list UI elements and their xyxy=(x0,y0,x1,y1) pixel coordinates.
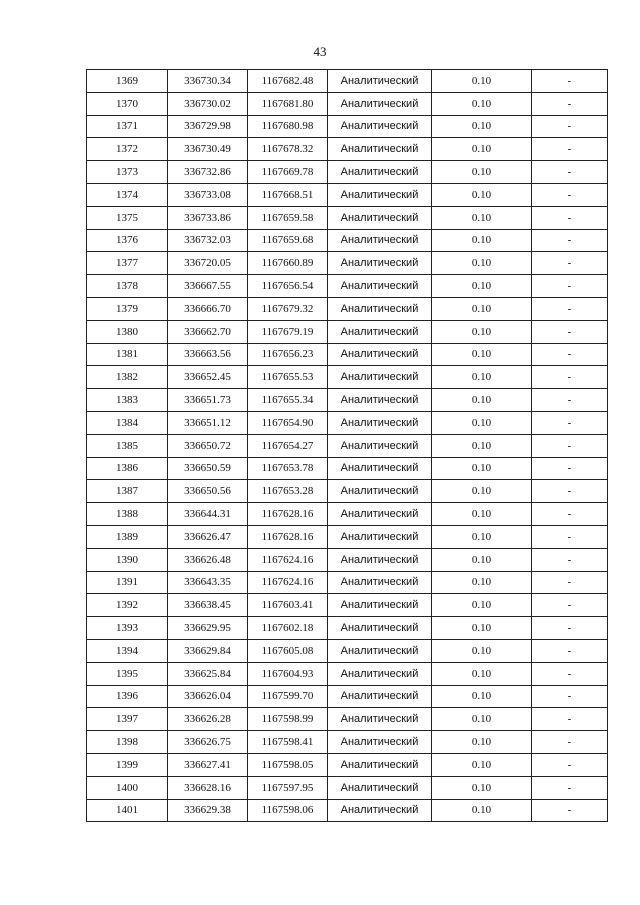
x-coordinate-cell: 336638.45 xyxy=(168,594,248,617)
table-row xyxy=(87,434,608,457)
y-coordinate-cell: 1167599.70 xyxy=(248,685,328,708)
coordinates-table xyxy=(86,69,608,822)
y-coordinate-cell: 1167669.78 xyxy=(248,161,328,184)
note-cell: - xyxy=(532,389,608,412)
x-coordinate-cell: 336730.02 xyxy=(168,92,248,115)
point-number-cell: 1398 xyxy=(87,731,168,754)
note-cell: - xyxy=(532,731,608,754)
x-coordinate-cell: 336650.56 xyxy=(168,480,248,503)
method-cell: Аналитический xyxy=(328,92,432,115)
y-coordinate-cell: 1167681.80 xyxy=(248,92,328,115)
table-row xyxy=(87,594,608,617)
method-cell: Аналитический xyxy=(328,617,432,640)
note-cell: - xyxy=(532,594,608,617)
x-coordinate-cell: 336629.38 xyxy=(168,799,248,822)
x-coordinate-cell: 336650.72 xyxy=(168,434,248,457)
x-coordinate-cell: 336629.84 xyxy=(168,639,248,662)
point-number-cell: 1382 xyxy=(87,366,168,389)
y-coordinate-cell: 1167654.27 xyxy=(248,434,328,457)
note-cell: - xyxy=(532,617,608,640)
y-coordinate-cell: 1167668.51 xyxy=(248,183,328,206)
note-cell: - xyxy=(532,161,608,184)
x-coordinate-cell: 336626.47 xyxy=(168,525,248,548)
note-cell: - xyxy=(532,480,608,503)
x-coordinate-cell: 336732.03 xyxy=(168,229,248,252)
x-coordinate-cell: 336627.41 xyxy=(168,753,248,776)
method-cell: Аналитический xyxy=(328,138,432,161)
y-coordinate-cell: 1167603.41 xyxy=(248,594,328,617)
point-number-cell: 1389 xyxy=(87,525,168,548)
error-cell: 0.10 xyxy=(432,548,532,571)
x-coordinate-cell: 336730.49 xyxy=(168,138,248,161)
table-row xyxy=(87,571,608,594)
error-cell: 0.10 xyxy=(432,389,532,412)
method-cell: Аналитический xyxy=(328,457,432,480)
point-number-cell: 1390 xyxy=(87,548,168,571)
note-cell: - xyxy=(532,343,608,366)
note-cell: - xyxy=(532,639,608,662)
point-number-cell: 1387 xyxy=(87,480,168,503)
note-cell: - xyxy=(532,799,608,822)
y-coordinate-cell: 1167628.16 xyxy=(248,525,328,548)
note-cell: - xyxy=(532,229,608,252)
point-number-cell: 1391 xyxy=(87,571,168,594)
x-coordinate-cell: 336643.35 xyxy=(168,571,248,594)
point-number-cell: 1370 xyxy=(87,92,168,115)
error-cell: 0.10 xyxy=(432,799,532,822)
method-cell: Аналитический xyxy=(328,571,432,594)
y-coordinate-cell: 1167628.16 xyxy=(248,503,328,526)
y-coordinate-cell: 1167656.23 xyxy=(248,343,328,366)
x-coordinate-cell: 336651.73 xyxy=(168,389,248,412)
point-number-cell: 1384 xyxy=(87,411,168,434)
x-coordinate-cell: 336733.08 xyxy=(168,183,248,206)
table-row xyxy=(87,161,608,184)
table-row xyxy=(87,503,608,526)
note-cell: - xyxy=(532,206,608,229)
error-cell: 0.10 xyxy=(432,571,532,594)
method-cell: Аналитический xyxy=(328,343,432,366)
error-cell: 0.10 xyxy=(432,685,532,708)
table-row xyxy=(87,799,608,822)
method-cell: Аналитический xyxy=(328,206,432,229)
point-number-cell: 1394 xyxy=(87,639,168,662)
point-number-cell: 1375 xyxy=(87,206,168,229)
point-number-cell: 1396 xyxy=(87,685,168,708)
y-coordinate-cell: 1167655.34 xyxy=(248,389,328,412)
y-coordinate-cell: 1167604.93 xyxy=(248,662,328,685)
error-cell: 0.10 xyxy=(432,70,532,93)
x-coordinate-cell: 336729.98 xyxy=(168,115,248,138)
error-cell: 0.10 xyxy=(432,480,532,503)
table-row xyxy=(87,183,608,206)
point-number-cell: 1376 xyxy=(87,229,168,252)
table-row xyxy=(87,776,608,799)
error-cell: 0.10 xyxy=(432,617,532,640)
error-cell: 0.10 xyxy=(432,708,532,731)
error-cell: 0.10 xyxy=(432,206,532,229)
y-coordinate-cell: 1167680.98 xyxy=(248,115,328,138)
table-row xyxy=(87,92,608,115)
x-coordinate-cell: 336629.95 xyxy=(168,617,248,640)
method-cell: Аналитический xyxy=(328,731,432,754)
y-coordinate-cell: 1167653.28 xyxy=(248,480,328,503)
table-row xyxy=(87,138,608,161)
method-cell: Аналитический xyxy=(328,525,432,548)
point-number-cell: 1392 xyxy=(87,594,168,617)
x-coordinate-cell: 336626.48 xyxy=(168,548,248,571)
x-coordinate-cell: 336730.34 xyxy=(168,70,248,93)
error-cell: 0.10 xyxy=(432,434,532,457)
method-cell: Аналитический xyxy=(328,70,432,93)
coordinates-table-body xyxy=(87,70,608,822)
error-cell: 0.10 xyxy=(432,343,532,366)
error-cell: 0.10 xyxy=(432,366,532,389)
method-cell: Аналитический xyxy=(328,434,432,457)
note-cell: - xyxy=(532,366,608,389)
error-cell: 0.10 xyxy=(432,297,532,320)
table-row xyxy=(87,366,608,389)
point-number-cell: 1395 xyxy=(87,662,168,685)
table-row xyxy=(87,662,608,685)
y-coordinate-cell: 1167656.54 xyxy=(248,275,328,298)
x-coordinate-cell: 336628.16 xyxy=(168,776,248,799)
point-number-cell: 1378 xyxy=(87,275,168,298)
x-coordinate-cell: 336732.86 xyxy=(168,161,248,184)
method-cell: Аналитический xyxy=(328,662,432,685)
note-cell: - xyxy=(532,275,608,298)
error-cell: 0.10 xyxy=(432,594,532,617)
y-coordinate-cell: 1167679.32 xyxy=(248,297,328,320)
y-coordinate-cell: 1167653.78 xyxy=(248,457,328,480)
method-cell: Аналитический xyxy=(328,320,432,343)
note-cell: - xyxy=(532,183,608,206)
error-cell: 0.10 xyxy=(432,252,532,275)
error-cell: 0.10 xyxy=(432,639,532,662)
y-coordinate-cell: 1167655.53 xyxy=(248,366,328,389)
error-cell: 0.10 xyxy=(432,320,532,343)
y-coordinate-cell: 1167598.06 xyxy=(248,799,328,822)
table-row xyxy=(87,685,608,708)
y-coordinate-cell: 1167624.16 xyxy=(248,548,328,571)
page-number: 43 xyxy=(313,44,327,59)
note-cell: - xyxy=(532,685,608,708)
note-cell: - xyxy=(532,138,608,161)
note-cell: - xyxy=(532,411,608,434)
note-cell: - xyxy=(532,252,608,275)
table-row xyxy=(87,708,608,731)
method-cell: Аналитический xyxy=(328,503,432,526)
point-number-cell: 1385 xyxy=(87,434,168,457)
point-number-cell: 1380 xyxy=(87,320,168,343)
table-row xyxy=(87,70,608,93)
error-cell: 0.10 xyxy=(432,183,532,206)
note-cell: - xyxy=(532,434,608,457)
error-cell: 0.10 xyxy=(432,138,532,161)
x-coordinate-cell: 336626.04 xyxy=(168,685,248,708)
table-row xyxy=(87,457,608,480)
point-number-cell: 1397 xyxy=(87,708,168,731)
y-coordinate-cell: 1167660.89 xyxy=(248,252,328,275)
note-cell: - xyxy=(532,70,608,93)
x-coordinate-cell: 336651.12 xyxy=(168,411,248,434)
note-cell: - xyxy=(532,503,608,526)
error-cell: 0.10 xyxy=(432,731,532,754)
method-cell: Аналитический xyxy=(328,799,432,822)
error-cell: 0.10 xyxy=(432,457,532,480)
point-number-cell: 1377 xyxy=(87,252,168,275)
method-cell: Аналитический xyxy=(328,753,432,776)
error-cell: 0.10 xyxy=(432,411,532,434)
y-coordinate-cell: 1167659.68 xyxy=(248,229,328,252)
note-cell: - xyxy=(532,753,608,776)
note-cell: - xyxy=(532,115,608,138)
y-coordinate-cell: 1167659.58 xyxy=(248,206,328,229)
table-row xyxy=(87,206,608,229)
note-cell: - xyxy=(532,525,608,548)
point-number-cell: 1401 xyxy=(87,799,168,822)
table-row xyxy=(87,275,608,298)
point-number-cell: 1388 xyxy=(87,503,168,526)
point-number-cell: 1373 xyxy=(87,161,168,184)
table-row xyxy=(87,639,608,662)
x-coordinate-cell: 336663.56 xyxy=(168,343,248,366)
x-coordinate-cell: 336652.45 xyxy=(168,366,248,389)
table-row xyxy=(87,617,608,640)
point-number-cell: 1400 xyxy=(87,776,168,799)
note-cell: - xyxy=(532,457,608,480)
point-number-cell: 1386 xyxy=(87,457,168,480)
x-coordinate-cell: 336650.59 xyxy=(168,457,248,480)
table-row xyxy=(87,343,608,366)
y-coordinate-cell: 1167679.19 xyxy=(248,320,328,343)
point-number-cell: 1393 xyxy=(87,617,168,640)
table-row xyxy=(87,411,608,434)
error-cell: 0.10 xyxy=(432,275,532,298)
y-coordinate-cell: 1167598.05 xyxy=(248,753,328,776)
point-number-cell: 1371 xyxy=(87,115,168,138)
method-cell: Аналитический xyxy=(328,708,432,731)
point-number-cell: 1399 xyxy=(87,753,168,776)
point-number-cell: 1374 xyxy=(87,183,168,206)
error-cell: 0.10 xyxy=(432,503,532,526)
y-coordinate-cell: 1167624.16 xyxy=(248,571,328,594)
method-cell: Аналитический xyxy=(328,183,432,206)
note-cell: - xyxy=(532,662,608,685)
table-row xyxy=(87,252,608,275)
y-coordinate-cell: 1167597.95 xyxy=(248,776,328,799)
method-cell: Аналитический xyxy=(328,480,432,503)
method-cell: Аналитический xyxy=(328,161,432,184)
note-cell: - xyxy=(532,320,608,343)
table-row xyxy=(87,525,608,548)
method-cell: Аналитический xyxy=(328,297,432,320)
error-cell: 0.10 xyxy=(432,753,532,776)
method-cell: Аналитический xyxy=(328,275,432,298)
x-coordinate-cell: 336626.28 xyxy=(168,708,248,731)
method-cell: Аналитический xyxy=(328,594,432,617)
y-coordinate-cell: 1167654.90 xyxy=(248,411,328,434)
y-coordinate-cell: 1167605.08 xyxy=(248,639,328,662)
y-coordinate-cell: 1167682.48 xyxy=(248,70,328,93)
table-row xyxy=(87,480,608,503)
error-cell: 0.10 xyxy=(432,525,532,548)
error-cell: 0.10 xyxy=(432,92,532,115)
error-cell: 0.10 xyxy=(432,161,532,184)
point-number-cell: 1379 xyxy=(87,297,168,320)
x-coordinate-cell: 336666.70 xyxy=(168,297,248,320)
y-coordinate-cell: 1167602.18 xyxy=(248,617,328,640)
table-row xyxy=(87,731,608,754)
x-coordinate-cell: 336644.31 xyxy=(168,503,248,526)
note-cell: - xyxy=(532,571,608,594)
point-number-cell: 1381 xyxy=(87,343,168,366)
point-number-cell: 1372 xyxy=(87,138,168,161)
table-row xyxy=(87,753,608,776)
x-coordinate-cell: 336662.70 xyxy=(168,320,248,343)
error-cell: 0.10 xyxy=(432,776,532,799)
error-cell: 0.10 xyxy=(432,229,532,252)
table-row xyxy=(87,115,608,138)
method-cell: Аналитический xyxy=(328,685,432,708)
method-cell: Аналитический xyxy=(328,115,432,138)
method-cell: Аналитический xyxy=(328,411,432,434)
table-row xyxy=(87,320,608,343)
note-cell: - xyxy=(532,297,608,320)
note-cell: - xyxy=(532,708,608,731)
method-cell: Аналитический xyxy=(328,776,432,799)
x-coordinate-cell: 336667.55 xyxy=(168,275,248,298)
table-row xyxy=(87,389,608,412)
x-coordinate-cell: 336720.05 xyxy=(168,252,248,275)
note-cell: - xyxy=(532,548,608,571)
table-row xyxy=(87,548,608,571)
method-cell: Аналитический xyxy=(328,639,432,662)
method-cell: Аналитический xyxy=(328,548,432,571)
note-cell: - xyxy=(532,776,608,799)
method-cell: Аналитический xyxy=(328,389,432,412)
error-cell: 0.10 xyxy=(432,662,532,685)
x-coordinate-cell: 336733.86 xyxy=(168,206,248,229)
method-cell: Аналитический xyxy=(328,366,432,389)
y-coordinate-cell: 1167598.41 xyxy=(248,731,328,754)
table-row xyxy=(87,297,608,320)
method-cell: Аналитический xyxy=(328,252,432,275)
note-cell: - xyxy=(532,92,608,115)
x-coordinate-cell: 336625.84 xyxy=(168,662,248,685)
y-coordinate-cell: 1167598.99 xyxy=(248,708,328,731)
point-number-cell: 1369 xyxy=(87,70,168,93)
y-coordinate-cell: 1167678.32 xyxy=(248,138,328,161)
point-number-cell: 1383 xyxy=(87,389,168,412)
error-cell: 0.10 xyxy=(432,115,532,138)
x-coordinate-cell: 336626.75 xyxy=(168,731,248,754)
method-cell: Аналитический xyxy=(328,229,432,252)
table-row xyxy=(87,229,608,252)
